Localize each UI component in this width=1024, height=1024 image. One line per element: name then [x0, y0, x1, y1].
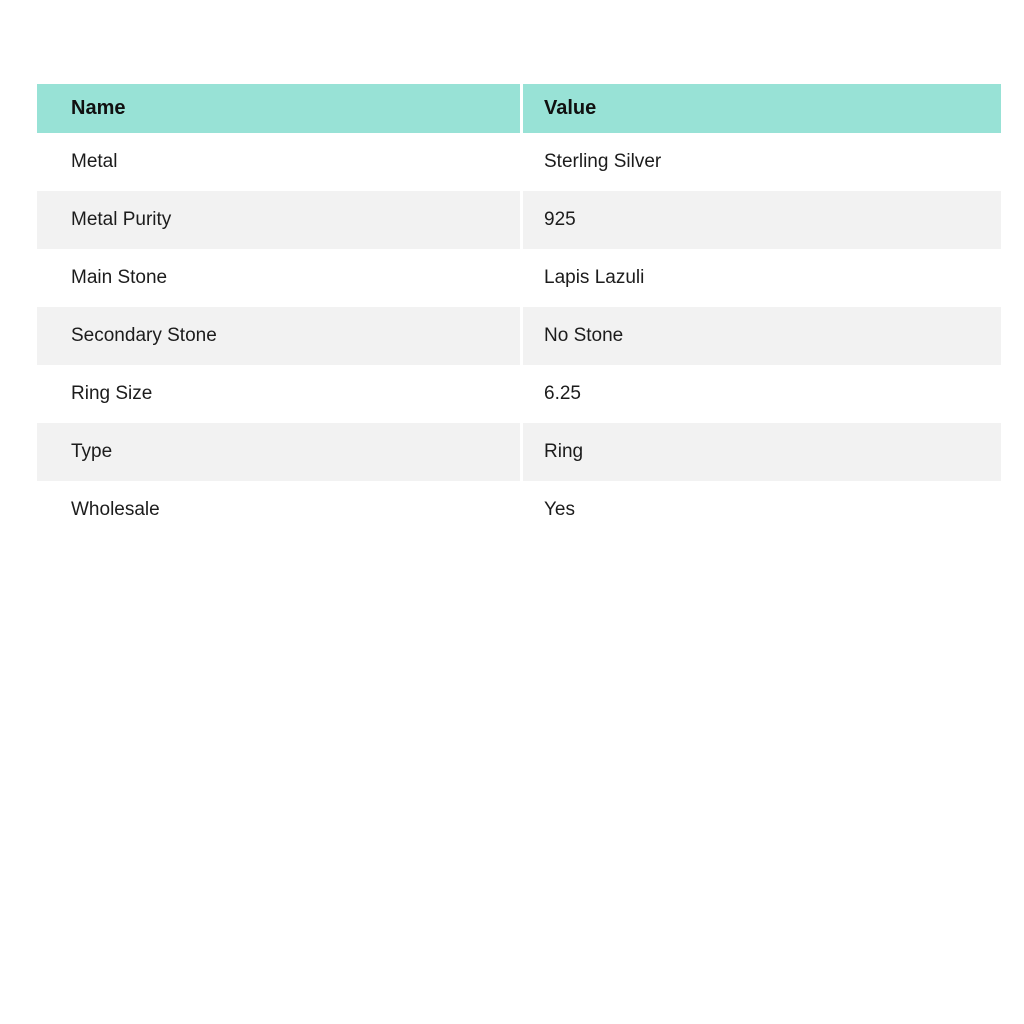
cell-name: Secondary Stone: [37, 307, 523, 365]
table-row: [37, 423, 1001, 481]
table-row: [37, 307, 1001, 365]
table-header-row: [37, 84, 1001, 133]
cell-name: Type: [37, 423, 523, 481]
cell-name: Metal: [37, 133, 523, 191]
cell-value: 925: [523, 191, 1001, 249]
table-row: [37, 249, 1001, 307]
cell-value: Lapis Lazuli: [523, 249, 1001, 307]
table-row: [37, 365, 1001, 423]
table-row: [37, 481, 1001, 539]
cell-name: Ring Size: [37, 365, 523, 423]
table-row: [37, 191, 1001, 249]
cell-name: Wholesale: [37, 481, 523, 539]
cell-value: 6.25: [523, 365, 1001, 423]
cell-value: Ring: [523, 423, 1001, 481]
cell-value: Yes: [523, 481, 1001, 539]
cell-name: Metal Purity: [37, 191, 523, 249]
cell-name: Main Stone: [37, 249, 523, 307]
header-cell-name: Name: [37, 84, 523, 133]
header-cell-value: Value: [523, 84, 1001, 133]
cell-value: No Stone: [523, 307, 1001, 365]
cell-value: Sterling Silver: [523, 133, 1001, 191]
table-row: [37, 133, 1001, 191]
spec-table: [37, 84, 1001, 539]
